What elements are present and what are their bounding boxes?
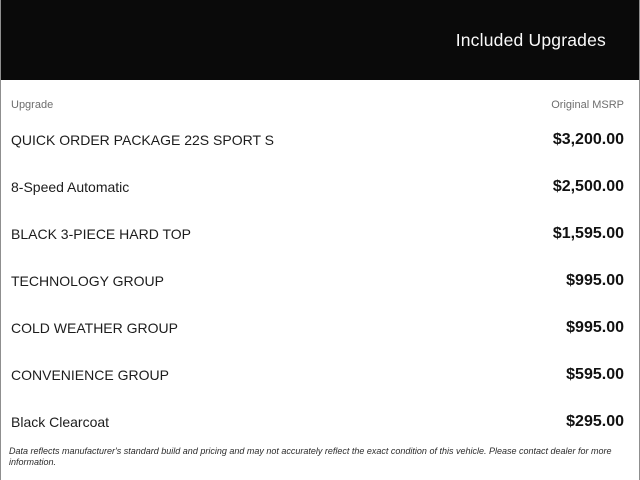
table-row (11, 210, 624, 257)
upgrade-name: 8-Speed Automatic (11, 178, 130, 195)
header-bar (1, 0, 639, 80)
upgrade-price: $2,500.00 (552, 177, 624, 195)
upgrade-name: CONVENIENCE GROUP (11, 366, 169, 383)
table-row (11, 351, 624, 398)
upgrade-name: Black Clearcoat (11, 413, 110, 430)
table-rows (11, 116, 624, 445)
upgrade-price: $595.00 (566, 365, 624, 383)
upgrade-price: $1,595.00 (552, 224, 624, 242)
table-row (11, 163, 624, 210)
upgrade-name: BLACK 3-PIECE HARD TOP (11, 225, 191, 242)
upgrade-name: TECHNOLOGY GROUP (11, 272, 164, 289)
upgrade-price: $995.00 (566, 318, 624, 336)
column-header-upgrade: Upgrade (11, 99, 54, 111)
upgrade-price: $295.00 (566, 412, 624, 430)
upgrades-table (1, 80, 639, 468)
upgrade-name: COLD WEATHER GROUP (11, 319, 178, 336)
upgrade-price: $995.00 (566, 271, 624, 289)
table-row (11, 116, 624, 163)
table-row (11, 304, 624, 351)
page-title: Included Upgrades (455, 29, 606, 50)
table-row (11, 257, 624, 304)
upgrade-name: QUICK ORDER PACKAGE 22S SPORT S (11, 131, 274, 148)
table-column-headers (11, 80, 624, 112)
column-header-msrp: Original MSRP (551, 99, 624, 111)
upgrade-price: $3,200.00 (552, 130, 624, 148)
table-row (11, 398, 624, 445)
disclaimer-text: Data reflects manufacturer's standard build and pricing and may not accurately reflect the exact condition of this vehicle. Please contact dealer for more information. (9, 446, 612, 467)
